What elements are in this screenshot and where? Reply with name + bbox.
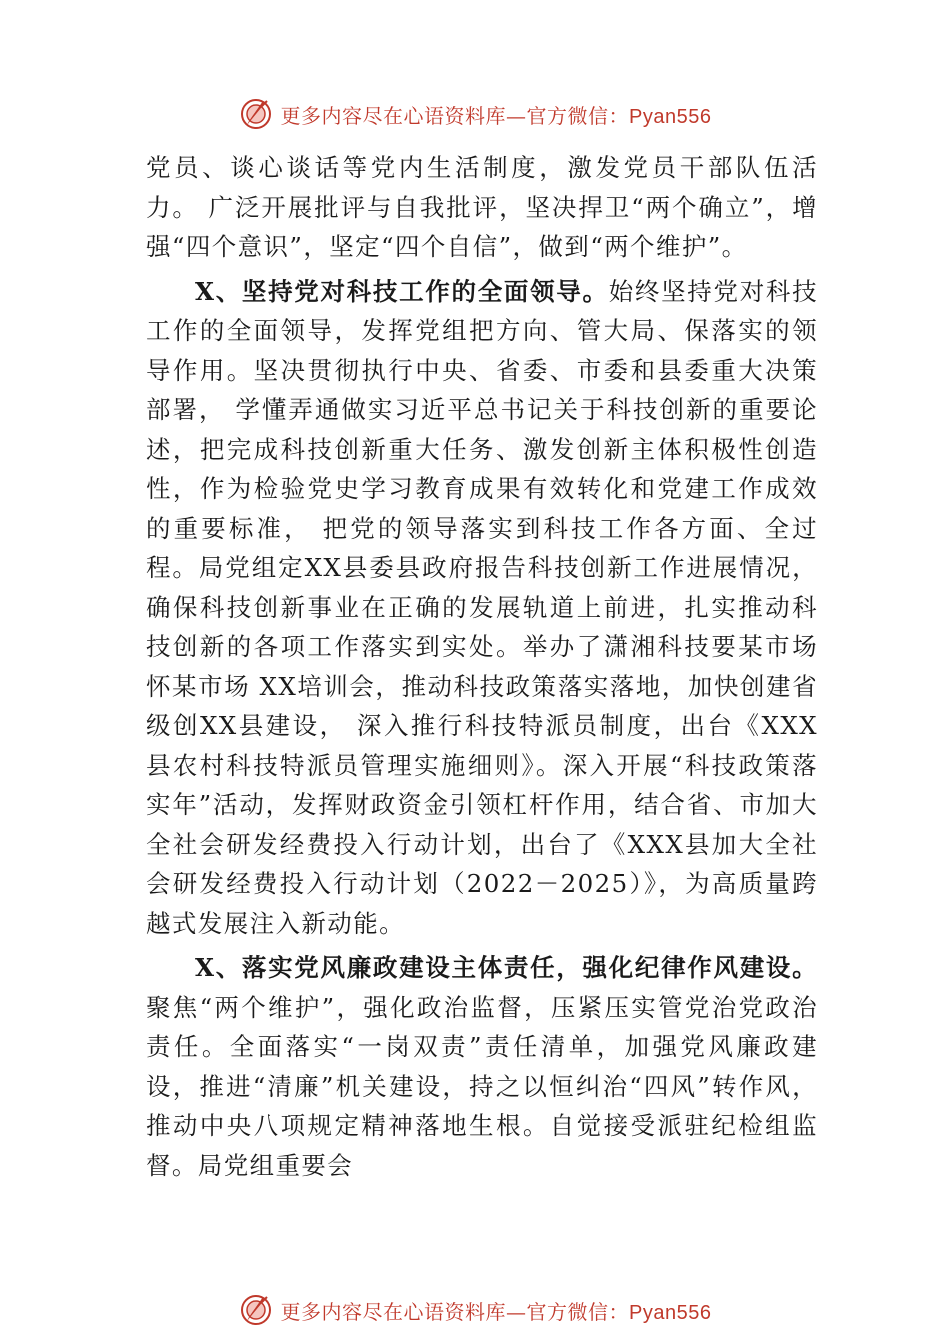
header-banner-suffix: 官方微信：	[526, 103, 630, 128]
header-banner-text	[281, 100, 712, 129]
header-banner-title: 更多内容尽在心语资料库	[280, 103, 507, 128]
footer-banner	[0, 1290, 950, 1330]
paragraph-1	[146, 148, 818, 267]
document-body	[146, 148, 818, 1190]
feather-pen-icon	[239, 97, 273, 131]
header-banner-wechat-id: Pyan556	[629, 105, 712, 128]
paragraph-2	[146, 272, 818, 944]
paragraph-1-body: 党员、谈心谈话等党内生活制度，激发党员干部队伍活力。 广泛开展批评与自我批评，坚决捍卫“两个确立”，增强“四个意识”，坚定“四个自信”，做到“两个维护”。	[146, 153, 818, 261]
footer-banner-title: 更多内容尽在心语资料库	[280, 1299, 507, 1324]
paragraph-3-body: 聚焦“两个维护”，强化政治监督，压紧压实管党治党政治责任。全面落实“一岗双责”责任清单，加强党风廉政建设，推进“清廉”机关建设，持之以恒纠治“四风”转作风，推动中央八项规定精神落地生根。自觉接受派驻纪检组监督。局党组重要会	[146, 992, 818, 1180]
paragraph-2-body: 始终坚持党对科技工作的全面领导，发挥党组把方向、管大局、保落实的领导作用。坚决贯彻执行中央、省委、市委和县委重大决策部署， 学懂弄通做实习近平总书记关于科技创新的重要论述，把完成科技创新重大任务、激发创新主体积极性创造性，作为检验党史学习教育成果有效转化和党建工作成效的重要标准， 把党的领导落实到科技工作各方面、全过程。局党组定XX县委县政府报告科技创新工作进展情况，确保科技创新事业在正确的发展轨道上前进，扎实推动科技创新的各项工作落实到实处。举办了潇湘科技要某市场怀某市场 XX培训会，推动科技政策落实落地，加快创建省级创XX县建设， 深入推行科技特派员制度，出台《XXX县农村科技特派员管理实施细则》。深入开展“科技政策落实年”活动，发挥财政资金引领杠杆作用，结合省、市加大全社会研发经费投入行动计划，出台了《XXX县加大全社会研发经费投入行动计划（2022－2025）》，为高质量跨越式发展注入新动能。	[146, 276, 818, 938]
footer-banner-suffix: 官方微信：	[526, 1299, 630, 1324]
footer-banner-separator: —	[506, 1299, 527, 1324]
header-banner-separator: —	[506, 103, 527, 128]
paragraph-3	[146, 948, 818, 1185]
feather-pen-icon	[239, 1293, 273, 1327]
footer-banner-wechat-id: Pyan556	[629, 1301, 712, 1324]
header-banner	[0, 94, 950, 134]
footer-banner-text	[281, 1296, 712, 1325]
paragraph-2-lead: X、坚持党对科技工作的全面领导。	[195, 276, 609, 306]
paragraph-3-lead: X、落实党风廉政建设主体责任，强化纪律作风建设。	[195, 953, 818, 982]
